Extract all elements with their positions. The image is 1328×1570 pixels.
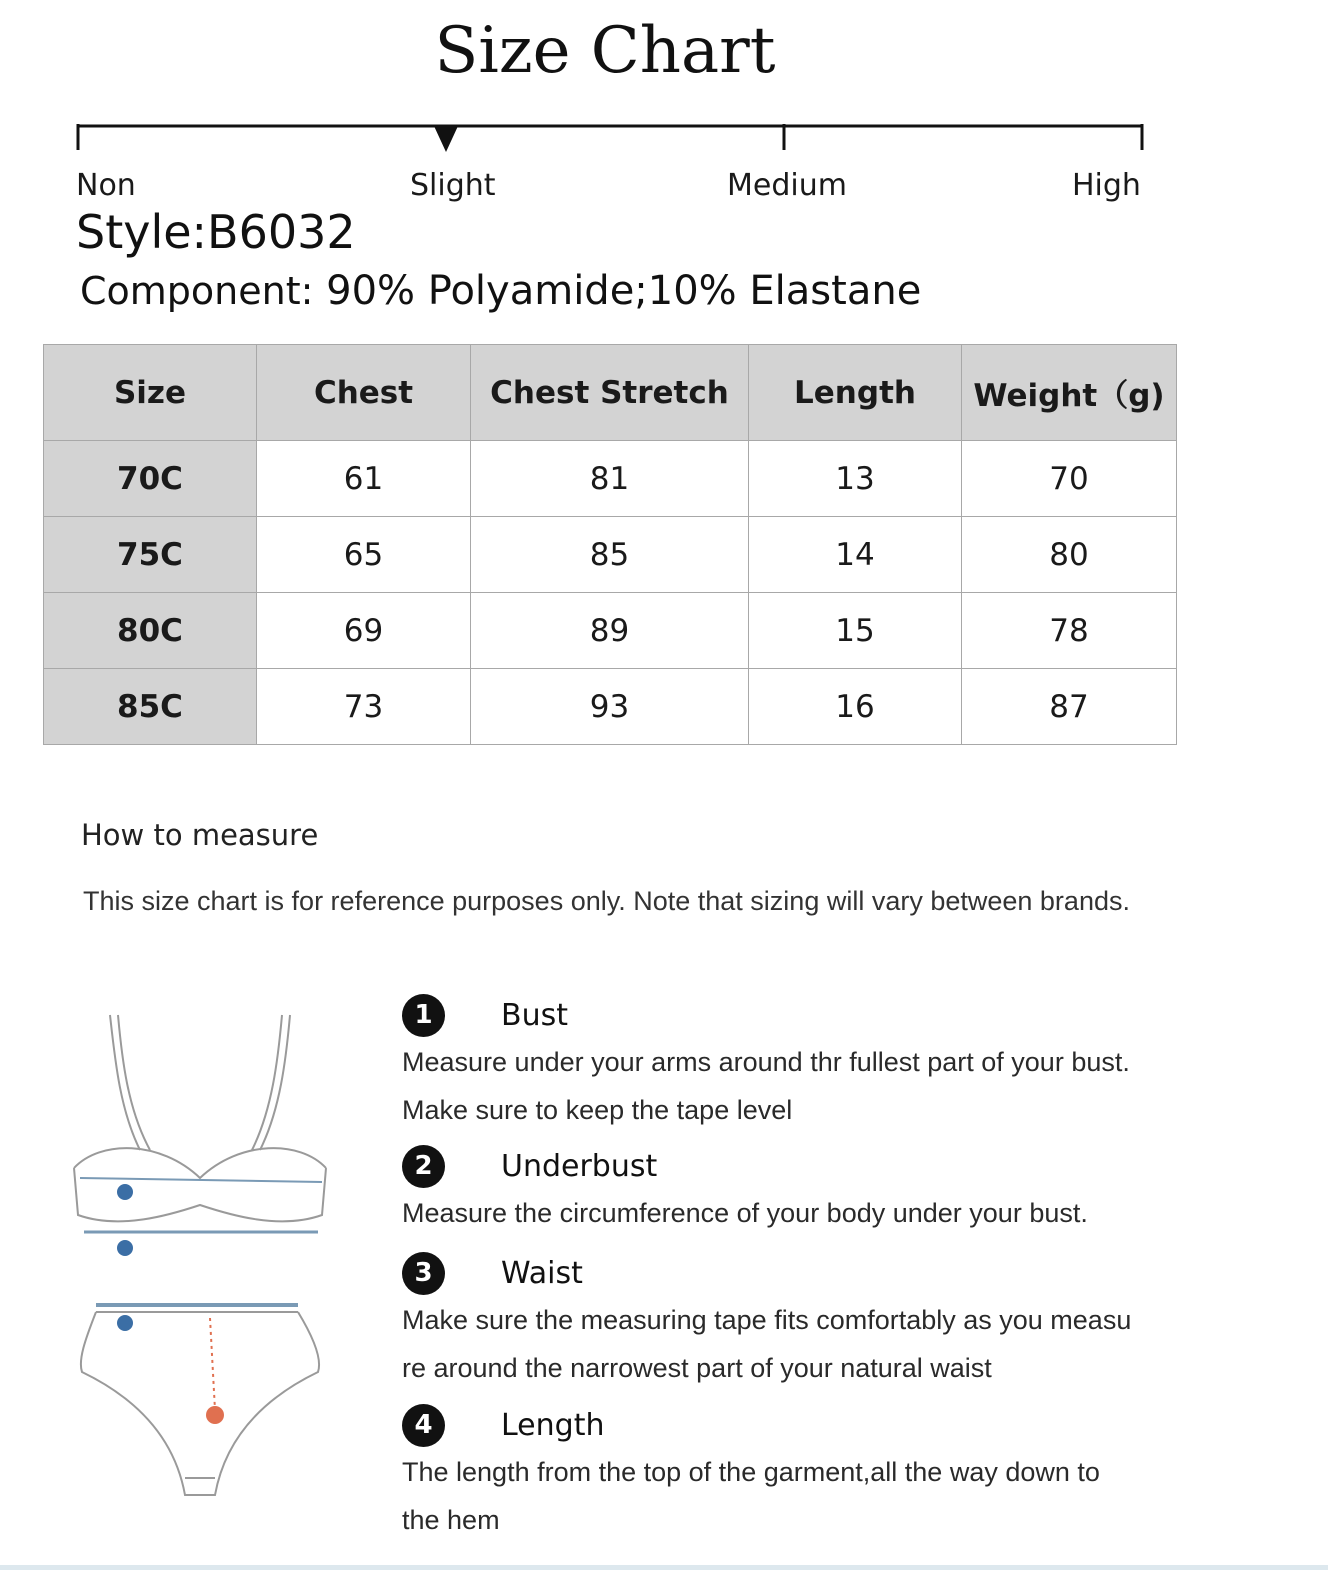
number-1-icon: 1 — [402, 994, 445, 1037]
table-header-row — [44, 345, 1177, 441]
chest-stretch-cell: 85 — [471, 517, 749, 593]
chest-stretch-cell: 89 — [471, 593, 749, 669]
weight-cell: 70 — [962, 441, 1177, 517]
waist-marker-icon — [117, 1315, 133, 1331]
number-2-icon: 2 — [402, 1145, 445, 1188]
component-value: 90% Polyamide;10% Elastane — [326, 268, 922, 314]
chest-cell: 65 — [257, 517, 471, 593]
weight-cell: 78 — [962, 593, 1177, 669]
step-title: Underbust — [501, 1148, 658, 1184]
reference-note: This size chart is for reference purposes only. Note that sizing will vary between brands. — [83, 886, 1130, 916]
bra-and-brief-diagram-icon — [60, 1000, 350, 1520]
step-description: The length from the top of the garment,all the way down to the hem — [402, 1457, 1100, 1535]
header-chest-stretch: Chest Stretch — [471, 345, 749, 441]
number-3-icon: 3 — [402, 1252, 445, 1295]
size-cell: 75C — [44, 517, 257, 593]
scale-label-medium: Medium — [727, 168, 847, 203]
length-cell: 16 — [749, 669, 962, 745]
header-chest: Chest — [257, 345, 471, 441]
step-waist — [402, 1250, 1262, 1392]
step-title: Bust — [501, 997, 568, 1033]
chest-stretch-cell: 93 — [471, 669, 749, 745]
header-weight: Weight（g) — [962, 345, 1177, 441]
style-code: Style:B6032 — [76, 205, 356, 259]
size-cell: 70C — [44, 441, 257, 517]
bust-marker-icon — [117, 1184, 133, 1200]
step-description: Measure under your arms around thr fullest part of your bust. Make sure to keep the tape level — [402, 1047, 1130, 1125]
weight-cell: 80 — [962, 517, 1177, 593]
size-cell: 85C — [44, 669, 257, 745]
length-cell: 14 — [749, 517, 962, 593]
chest-stretch-cell: 81 — [471, 441, 749, 517]
scale-label-high: High — [1072, 168, 1141, 203]
size-table — [43, 344, 1177, 745]
table-row — [44, 441, 1177, 517]
step-bust — [402, 992, 1262, 1134]
scale-label-non: Non — [76, 168, 136, 203]
number-4-icon: 4 — [402, 1404, 445, 1447]
step-underbust — [402, 1143, 1262, 1237]
component-label: Component: — [80, 269, 314, 313]
length-marker-icon — [206, 1406, 224, 1424]
stretch-scale — [76, 124, 1144, 154]
component-line — [80, 268, 921, 314]
chest-cell: 69 — [257, 593, 471, 669]
how-to-measure-heading: How to measure — [81, 818, 319, 852]
page-title: Size Chart — [434, 14, 776, 88]
step-description: Measure the circumference of your body under your bust. — [402, 1198, 1088, 1228]
size-cell: 80C — [44, 593, 257, 669]
length-cell: 15 — [749, 593, 962, 669]
scale-selected-marker-icon — [434, 126, 458, 152]
chest-cell: 73 — [257, 669, 471, 745]
step-title: Length — [501, 1407, 605, 1443]
header-length: Length — [749, 345, 962, 441]
step-title: Waist — [501, 1255, 583, 1291]
table-row — [44, 593, 1177, 669]
step-description: Make sure the measuring tape fits comfortably as you measu re around the narrowest part of your natural waist — [402, 1305, 1132, 1383]
step-length — [402, 1402, 1262, 1544]
chest-cell: 61 — [257, 441, 471, 517]
length-cell: 13 — [749, 441, 962, 517]
table-row — [44, 517, 1177, 593]
weight-cell: 87 — [962, 669, 1177, 745]
header-size: Size — [44, 345, 257, 441]
table-row — [44, 669, 1177, 745]
underbust-marker-icon — [117, 1240, 133, 1256]
scale-label-slight: Slight — [410, 168, 496, 203]
bottom-rule — [0, 1565, 1328, 1570]
